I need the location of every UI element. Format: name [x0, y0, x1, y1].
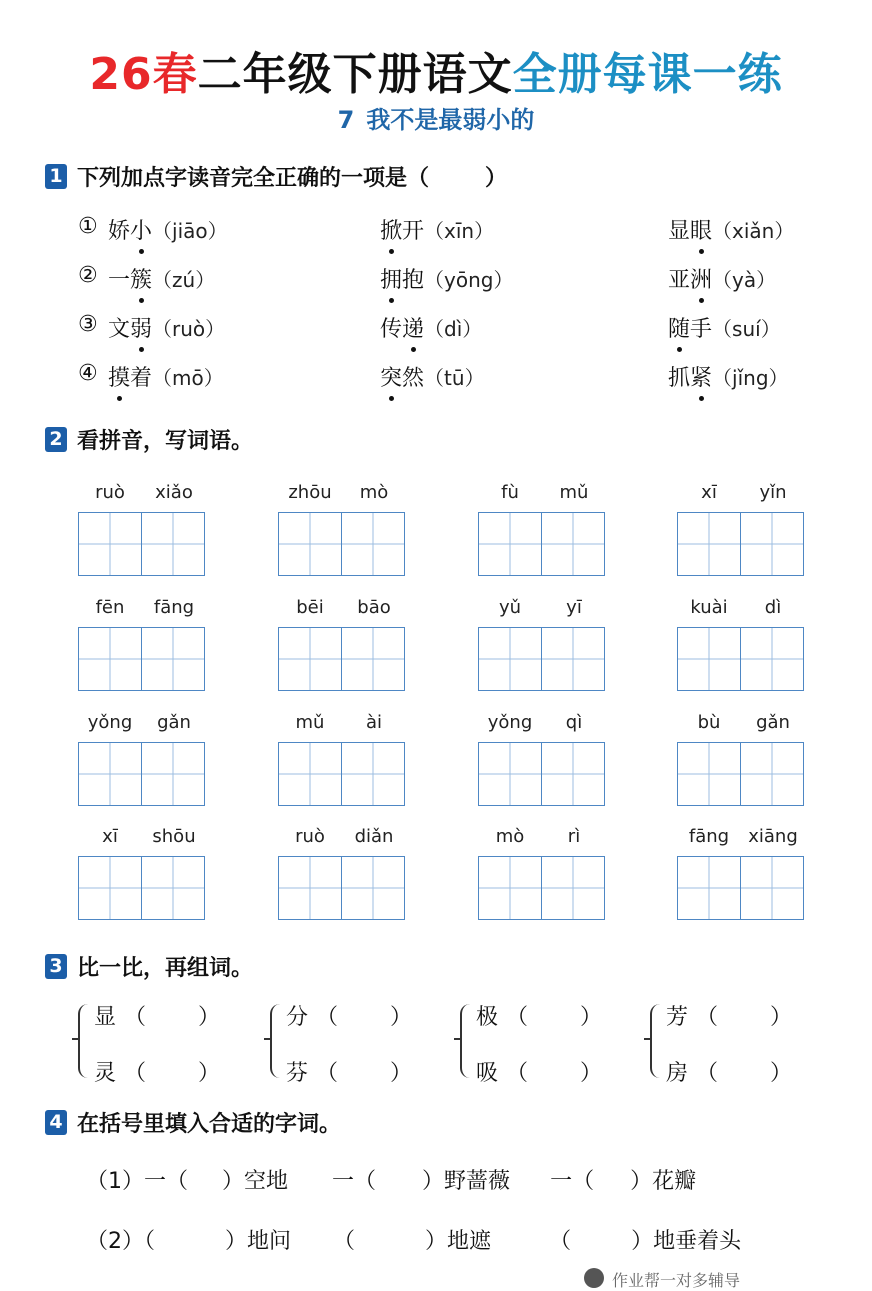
writing-box[interactable]: [740, 742, 804, 806]
compare-pair: [78, 998, 228, 1088]
question-2-number: 2: [45, 427, 67, 452]
word-char: 抱: [402, 268, 425, 293]
dotted-char: 随: [668, 312, 690, 343]
writing-box[interactable]: [740, 512, 804, 576]
pinyin-syllable: xiǎo: [155, 482, 193, 503]
option-word: [668, 312, 781, 343]
dotted-char: 摸: [108, 361, 130, 392]
question-4-header: [45, 1108, 341, 1136]
word-writing-item: [78, 712, 206, 806]
dotted-char: 拥: [380, 263, 402, 294]
compare-line[interactable]: [94, 1056, 220, 1087]
compare-line[interactable]: [476, 1000, 602, 1031]
pinyin-reading: （zú）: [152, 268, 216, 292]
writing-box[interactable]: [541, 742, 605, 806]
lesson-name: 我不是最弱小的: [366, 106, 535, 134]
question-1-close: ）: [485, 165, 508, 191]
writing-box[interactable]: [141, 627, 205, 691]
option-word: [108, 263, 215, 294]
pinyin-syllable: mǔ: [295, 712, 325, 733]
dotted-char: 小: [130, 214, 152, 245]
writing-box[interactable]: [141, 512, 205, 576]
compare-char: 吸: [476, 1061, 499, 1086]
writing-box[interactable]: [78, 512, 142, 576]
option-word: [380, 263, 513, 294]
writing-box[interactable]: [341, 742, 405, 806]
option-word: [668, 263, 776, 294]
option-word: [380, 312, 482, 343]
answer-paren[interactable]: （ ）: [696, 1005, 792, 1030]
compare-line[interactable]: [666, 1000, 792, 1031]
fill-row-2: [86, 1224, 741, 1258]
fill-open: （: [333, 1229, 356, 1254]
writing-box[interactable]: [278, 512, 342, 576]
pinyin-prompt: [278, 712, 406, 738]
pinyin-reading: （jiāo）: [152, 219, 228, 243]
answer-paren[interactable]: （ ）: [316, 1061, 412, 1086]
writing-box[interactable]: [478, 512, 542, 576]
question-2-header: [45, 425, 253, 453]
pinyin-prompt: [78, 826, 206, 852]
pinyin-syllable: fēn: [95, 597, 125, 618]
fill-word: ）花瓣: [630, 1169, 697, 1194]
question-1-text: 下列加点字读音完全正确的一项是（: [77, 165, 430, 191]
writing-box[interactable]: [478, 856, 542, 920]
pinyin-syllable: mò: [495, 826, 525, 847]
compare-line[interactable]: [286, 1000, 412, 1031]
brace-icon: [78, 1004, 90, 1078]
dotted-char: 弱: [130, 312, 152, 343]
word-writing-item: [478, 826, 606, 920]
title-series: 全册每课一练: [512, 49, 783, 100]
compare-line[interactable]: [666, 1056, 792, 1087]
word-char: 传: [380, 317, 403, 342]
writing-box[interactable]: [78, 627, 142, 691]
writing-box[interactable]: [78, 742, 142, 806]
pinyin-prompt: [677, 712, 805, 738]
pinyin-reading: （tū）: [424, 366, 485, 390]
compare-char: 灵: [94, 1061, 117, 1086]
word-writing-item: [478, 597, 606, 691]
word-char: 一: [108, 268, 131, 293]
word-writing-item: [677, 597, 805, 691]
option-row[interactable]: [78, 361, 838, 395]
pinyin-reading: （jǐng）: [712, 366, 789, 390]
word-writing-item: [78, 597, 206, 691]
title-subject: 二年级下册语文: [197, 49, 513, 100]
pinyin-reading: （xīn）: [424, 219, 495, 243]
word-writing-item: [478, 712, 606, 806]
compare-char: 芳: [666, 1005, 689, 1030]
pinyin-syllable: dì: [764, 597, 782, 618]
answer-paren[interactable]: （ ）: [124, 1005, 220, 1030]
pinyin-syllable: diǎn: [354, 826, 394, 847]
writing-box[interactable]: [740, 627, 804, 691]
pinyin-syllable: xī: [102, 826, 118, 847]
option-word: [380, 361, 485, 392]
fill-word: ）空地: [222, 1169, 289, 1194]
writing-box[interactable]: [278, 627, 342, 691]
pinyin-syllable: bù: [697, 712, 721, 733]
answer-paren[interactable]: （ ）: [124, 1061, 220, 1086]
answer-paren[interactable]: （ ）: [506, 1061, 602, 1086]
pinyin-syllable: mò: [359, 482, 389, 503]
fill-open: 一（: [332, 1169, 377, 1194]
word-writing-item: [478, 482, 606, 576]
pinyin-reading: （yōng）: [424, 268, 514, 292]
pinyin-prompt: [478, 597, 606, 623]
fill-row-1: [86, 1164, 696, 1198]
fill-word: ）野蔷薇: [422, 1169, 511, 1194]
compare-char: 分: [286, 1005, 309, 1030]
brace-icon: [270, 1004, 282, 1078]
option-word: [108, 361, 224, 392]
compare-line[interactable]: [94, 1000, 220, 1031]
pinyin-prompt: [677, 826, 805, 852]
writing-box[interactable]: [341, 512, 405, 576]
pinyin-prompt: [478, 712, 606, 738]
answer-paren[interactable]: （ ）: [506, 1005, 602, 1030]
word-char: 洲: [690, 263, 712, 294]
compare-pair: [460, 998, 610, 1088]
pinyin-syllable: yǔ: [498, 597, 522, 618]
option-word: [668, 361, 789, 392]
writing-box[interactable]: [677, 856, 741, 920]
pinyin-reading: （xiǎn）: [712, 219, 795, 243]
word-char: 着: [130, 366, 153, 391]
option-word: [108, 312, 225, 343]
writing-box[interactable]: [740, 856, 804, 920]
pinyin-syllable: ruò: [295, 826, 325, 847]
pinyin-prompt: [278, 597, 406, 623]
fill-open: （: [144, 1229, 156, 1254]
option-row[interactable]: [78, 263, 838, 297]
pinyin-syllable: shōu: [152, 826, 196, 847]
compare-char: 房: [666, 1061, 689, 1086]
word-writing-item: [278, 712, 406, 806]
writing-box[interactable]: [278, 742, 342, 806]
writing-box[interactable]: [141, 742, 205, 806]
pinyin-reading: （suí）: [712, 317, 781, 341]
writing-box[interactable]: [677, 512, 741, 576]
pinyin-syllable: yī: [566, 597, 582, 618]
word-writing-item: [78, 482, 206, 576]
pinyin-syllable: yǒng: [87, 712, 133, 733]
pinyin-syllable: yǐn: [759, 482, 787, 503]
word-char: 文: [108, 317, 131, 342]
word-writing-item: [78, 826, 206, 920]
word-writing-item: [278, 826, 406, 920]
writing-box[interactable]: [78, 856, 142, 920]
option-word: [668, 214, 794, 245]
option-row[interactable]: [78, 312, 838, 346]
writing-box[interactable]: [478, 742, 542, 806]
word-writing-item: [677, 826, 805, 920]
question-3-title: 比一比，再组词。: [77, 955, 254, 981]
word-char: 显: [668, 219, 691, 244]
fill-word: ）地垂着头: [631, 1229, 742, 1254]
question-3-header: [45, 952, 253, 980]
word-char: 娇: [108, 219, 131, 244]
fill-row-label: （1）: [86, 1169, 144, 1194]
pinyin-reading: （mō）: [152, 366, 224, 390]
pinyin-prompt: [278, 482, 406, 508]
brace-icon: [650, 1004, 662, 1078]
pinyin-syllable: ruò: [95, 482, 125, 503]
pinyin-syllable: mǔ: [559, 482, 589, 503]
question-3-number: 3: [45, 954, 67, 979]
dotted-char: 紧: [690, 361, 712, 392]
word-char: 眼: [690, 214, 712, 245]
fill-open: （: [549, 1229, 572, 1254]
page-title: [0, 38, 872, 102]
fill-open: 一（: [144, 1169, 189, 1194]
fill-open: 一（: [550, 1169, 595, 1194]
question-1-number: 1: [45, 164, 67, 189]
brace-icon: [460, 1004, 472, 1078]
word-char: 然: [402, 366, 425, 391]
pinyin-prompt: [78, 597, 206, 623]
lesson-title: [0, 100, 872, 135]
pinyin-syllable: xī: [701, 482, 717, 503]
pinyin-syllable: bēi: [296, 597, 324, 618]
pinyin-prompt: [78, 482, 206, 508]
dotted-char: 掀: [380, 214, 402, 245]
compare-line[interactable]: [476, 1056, 602, 1087]
option-word: [108, 214, 228, 245]
word-writing-item: [278, 482, 406, 576]
dotted-char: 突: [380, 361, 402, 392]
word-char: 手: [690, 317, 713, 342]
writing-box[interactable]: [341, 627, 405, 691]
writing-box[interactable]: [677, 742, 741, 806]
compare-pair: [650, 998, 800, 1088]
compare-char: 显: [94, 1005, 117, 1030]
pinyin-prompt: [278, 826, 406, 852]
dotted-char: 簇: [130, 263, 152, 294]
word-writing-item: [278, 597, 406, 691]
word-char: 开: [402, 219, 425, 244]
fill-row-label: （2）: [86, 1229, 144, 1254]
option-row[interactable]: [78, 214, 838, 248]
word-char: 亚: [668, 268, 691, 293]
pinyin-prompt: [677, 597, 805, 623]
question-1-header: [45, 162, 507, 190]
pinyin-syllable: xiāng: [748, 826, 798, 847]
pinyin-syllable: ài: [365, 712, 383, 733]
option-word: [380, 214, 494, 245]
question-1-title: [77, 161, 507, 192]
option-label: ②: [78, 263, 98, 288]
writing-box[interactable]: [478, 627, 542, 691]
pinyin-syllable: qì: [565, 712, 583, 733]
writing-box[interactable]: [141, 856, 205, 920]
option-label: ①: [78, 214, 98, 239]
writing-box[interactable]: [278, 856, 342, 920]
watermark-text: 作业帮一对多辅导: [612, 1271, 741, 1290]
compare-char: 芬: [286, 1061, 309, 1086]
compare-char: 极: [476, 1005, 499, 1030]
compare-pair: [270, 998, 420, 1088]
pinyin-prompt: [78, 712, 206, 738]
word-writing-item: [677, 712, 805, 806]
pinyin-syllable: gǎn: [157, 712, 191, 733]
pinyin-syllable: gǎn: [756, 712, 790, 733]
pinyin-prompt: [478, 482, 606, 508]
question-2-title: 看拼音，写词语。: [77, 428, 254, 454]
pinyin-reading: （yà）: [712, 268, 777, 292]
pinyin-syllable: zhōu: [288, 482, 332, 503]
fill-word: ）地遮: [425, 1229, 492, 1254]
writing-box[interactable]: [541, 856, 605, 920]
question-4-number: 4: [45, 1110, 67, 1135]
pinyin-reading: （ruò）: [152, 317, 226, 341]
option-label: ④: [78, 361, 98, 386]
pinyin-syllable: yǒng: [487, 712, 533, 733]
pinyin-syllable: rì: [567, 826, 581, 847]
pinyin-syllable: fù: [501, 482, 519, 503]
lesson-number: 7: [337, 106, 355, 134]
compare-line[interactable]: [286, 1056, 412, 1087]
pinyin-prompt: [478, 826, 606, 852]
option-label: ③: [78, 312, 98, 337]
writing-box[interactable]: [341, 856, 405, 920]
word-writing-item: [677, 482, 805, 576]
pinyin-prompt: [677, 482, 805, 508]
pinyin-syllable: fāng: [153, 597, 195, 618]
fill-word: ）地问: [225, 1229, 292, 1254]
answer-paren[interactable]: （ ）: [316, 1005, 412, 1030]
answer-paren[interactable]: （ ）: [696, 1061, 792, 1086]
title-grade-term: 26春: [89, 49, 198, 100]
writing-box[interactable]: [677, 627, 741, 691]
word-char: 抓: [668, 366, 691, 391]
writing-box[interactable]: [541, 512, 605, 576]
watermark-logo-icon: [584, 1268, 604, 1288]
dotted-char: 递: [402, 312, 424, 343]
pinyin-reading: （dì）: [424, 317, 483, 341]
pinyin-syllable: kuài: [690, 597, 728, 618]
question-4-title: 在括号里填入合适的字词。: [77, 1111, 342, 1137]
pinyin-syllable: bāo: [357, 597, 391, 618]
pinyin-syllable: fāng: [688, 826, 730, 847]
writing-box[interactable]: [541, 627, 605, 691]
